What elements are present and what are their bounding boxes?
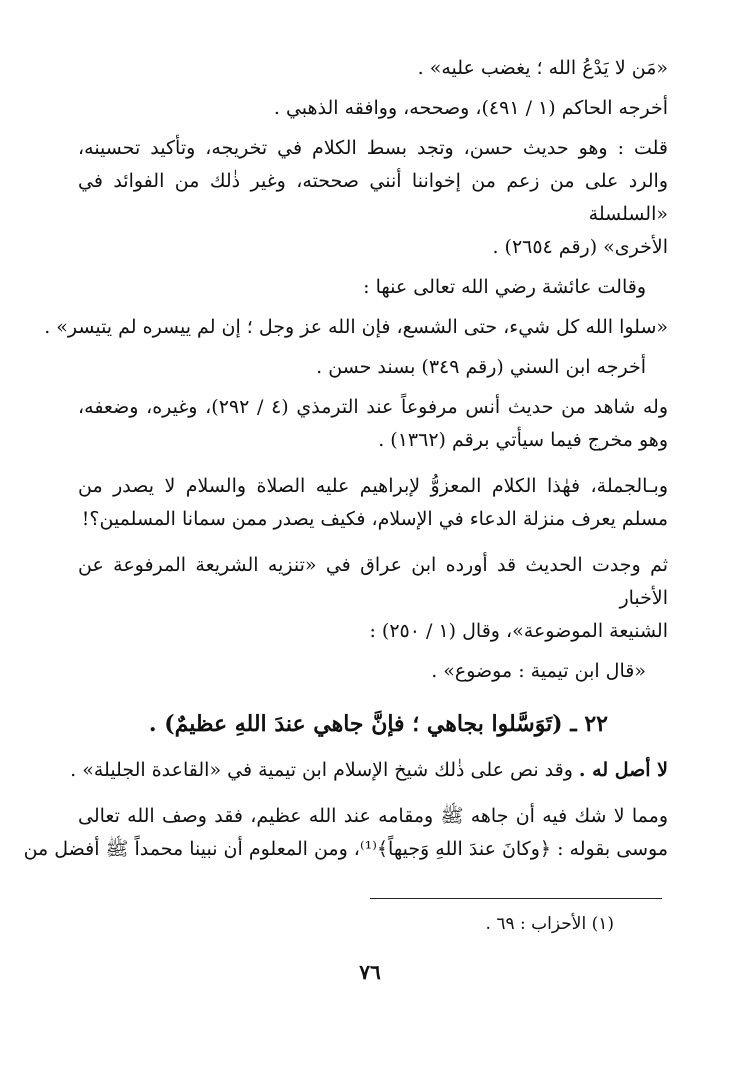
- paragraph-line: الأخرى» (رقم ٢٦٥٤) .: [492, 236, 668, 258]
- verdict-text: وقد نص على ذٰلك شيخ الإسلام ابن تيمية في «القاعدة الجليلة» .: [70, 759, 579, 781]
- hadith-quote-line: «سلوا الله كل شيء، حتى الشسع، فإن الله عز وجل ؛ إن لم ييسره لم يتيسر» .: [44, 316, 668, 338]
- footnote-divider: [370, 898, 662, 899]
- page-body: [23, 52, 668, 866]
- paragraph-line: موسى بقوله : ﴿وكانَ عندَ اللهِ وَجيهاً﴾⁽¹⁾، ومن المعلوم أن نبينا محمداً ﷺ أفضل من: [23, 838, 668, 860]
- takhrij-line: أخرجه ابن السني (رقم ٣٤٩) بسند حسن .: [316, 356, 646, 378]
- paragraph-line: وهو مخرج فيما سيأتي برقم (١٣٦٢) .: [378, 429, 668, 451]
- paragraph-line: وقالت عائشة رضي الله تعالى عنها :: [363, 276, 646, 298]
- paragraph-line: مسلم يعرف منزلة الدعاء في الإسلام، فكيف يصدر ممن سمانا المسلمين؟!: [81, 508, 668, 530]
- paragraph-line: والرد على من زعم من إخواننا أنني صححته، وغير ذٰلك من الفوائد في «السلسلة: [78, 170, 668, 225]
- verdict-label: لا أصل له .: [578, 759, 668, 781]
- quote-line: «قال ابن تيمية : موضوع» .: [431, 660, 646, 682]
- paragraph-line: الشنيعة الموضوعة»، وقال (١ / ٢٥٠) :: [369, 620, 668, 642]
- paragraph-line: ومما لا شك فيه أن جاهه ﷺ ومقامه عند الله عظيم، فقد وصف الله تعالى: [78, 805, 668, 827]
- paragraph-line: قلت : وهو حديث حسن، وتجد بسط الكلام في تخريجه، وتأكيد تحسينه،: [78, 137, 668, 159]
- hadith-quote-line: «مَن لا يَدْعُ الله ؛ يغضب عليه» .: [417, 57, 668, 79]
- paragraph-line: وبـالجملة، فهٰذا الكلام المعزوُّ لإبراهيم عليه الصلاة والسلام لا يصدر من: [78, 475, 668, 497]
- hadith-heading: ٢٢ ـ (تَوَسَّلوا بجاهي ؛ فإنَّ جاهي عندَ اللهِ عظيمٌ) .: [148, 711, 608, 737]
- takhrij-line: أخرجه الحاكم (١ / ٤٩١)، وصححه، ووافقه الذهبي .: [273, 97, 668, 119]
- paragraph-line: ثم وجدت الحديث قد أورده ابن عراق في «تنزيه الشريعة المرفوعة عن الأخبار: [78, 554, 668, 609]
- page-number: ٧٦: [359, 960, 381, 984]
- verdict-line: [70, 754, 668, 787]
- paragraph-line: وله شاهد من حديث أنس مرفوعاً عند الترمذي (٤ / ٢٩٢)، وغيره، وضعفه،: [78, 396, 668, 418]
- footnote: (١) الأحزاب : ٦٩ .: [485, 914, 614, 934]
